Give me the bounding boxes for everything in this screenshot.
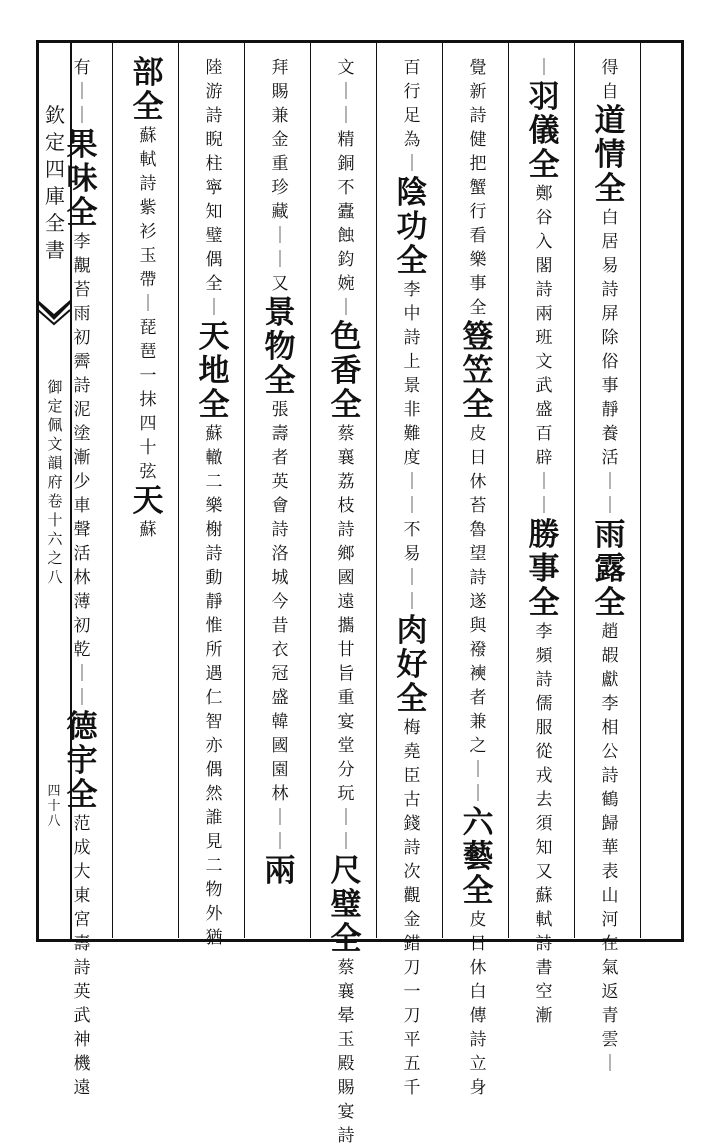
citation-text: 梅堯臣古錢詩次觀金錯刀一刀平五千 — [403, 718, 421, 1098]
citation-text: 蘇轍二樂榭詩動靜惟所遇仁智亦偶然誰見二物外猶 — [205, 424, 223, 948]
column-rule — [574, 42, 575, 938]
citation-text: 李覯苔雨初霽詩泥塗漸少車聲活林薄初乾 — [73, 232, 91, 660]
citation-text: 李中詩上景非難度 — [403, 280, 421, 468]
headword: 肉好全 — [396, 613, 428, 717]
headword: 景物全 — [264, 295, 296, 399]
repeat-mark: ｜｜ — [271, 808, 289, 852]
text-column — [63, 56, 103, 1098]
citation-text: 蔡襄荔枝詩鄉國遠攜甘旨重宴堂分玩 — [337, 424, 355, 804]
column-rule — [442, 42, 443, 938]
headword: 色香全 — [330, 319, 362, 423]
column-rule — [310, 42, 311, 938]
headword: 六藝全 — [462, 805, 494, 909]
headword: 果味全 — [66, 127, 98, 231]
repeat-mark: ｜ — [139, 294, 157, 314]
citation-text: 得自 — [601, 58, 619, 102]
column-rule — [508, 42, 509, 938]
headword: 天地全 — [198, 319, 230, 423]
citation-text: 蔡襄晕玉殿賜宴詩 — [337, 958, 355, 1146]
folio-number: 四十八 — [47, 784, 61, 829]
column-rule — [112, 42, 113, 938]
text-column — [393, 56, 433, 1098]
repeat-mark: ｜ — [535, 58, 553, 78]
text-column — [327, 56, 367, 1146]
citation-text: 鄭谷入閣詩兩班文武盛百辟 — [535, 184, 553, 468]
text-column — [195, 56, 235, 948]
book-title: 欽定四庫全書 — [45, 103, 65, 262]
citation-text: 不易 — [403, 520, 421, 564]
citation-text: 蘇軾詩紫衫玉帶 — [139, 126, 157, 290]
repeat-mark: ｜ — [601, 1054, 619, 1074]
repeat-mark: ｜｜ — [73, 82, 91, 126]
text-column — [525, 56, 565, 1026]
headword: 羽儀全 — [528, 79, 560, 183]
text-column — [459, 56, 499, 1098]
headword: 德宇全 — [66, 709, 98, 813]
citation-text: 百行足為 — [403, 58, 421, 150]
repeat-mark: ｜｜ — [337, 808, 355, 852]
citation-text: 文 — [337, 58, 355, 78]
citation-text: 皮日休苔魯望詩遂與襏襫者兼之 — [469, 424, 487, 756]
text-column — [591, 56, 631, 1074]
column-rule — [178, 42, 179, 938]
headword: 陰功全 — [396, 175, 428, 279]
citation-text: 有 — [73, 58, 91, 78]
headword: 兩 — [264, 853, 296, 889]
headword: 勝事全 — [528, 517, 560, 621]
repeat-mark: ｜｜ — [403, 568, 421, 612]
headword: 簦笠全 — [462, 319, 494, 423]
citation-text: 拜賜兼金重珍藏 — [271, 58, 289, 222]
headword: 道情全 — [594, 103, 626, 207]
repeat-mark: ｜ — [337, 298, 355, 318]
repeat-mark: ｜｜ — [403, 472, 421, 516]
citation-text: 白居易詩屏除俗事靜養活 — [601, 208, 619, 468]
citation-text: 李頻詩儒服從戎去須知 — [535, 622, 553, 858]
headword: 尺璧全 — [330, 853, 362, 957]
citation-text: 又 — [271, 274, 289, 294]
citation-text: 皮日休白傳詩立身 — [469, 910, 487, 1098]
citation-text: 蘇 — [139, 520, 157, 540]
citation-text: 覺新詩健把蟹行看樂事全 — [469, 58, 487, 318]
repeat-mark: ｜｜ — [469, 760, 487, 804]
text-column — [261, 56, 301, 936]
repeat-mark: ｜｜ — [73, 664, 91, 708]
citation-text: 陸游詩睨柱寧知璧偶全 — [205, 58, 223, 294]
repeat-mark: ｜｜ — [535, 472, 553, 516]
repeat-mark: ｜ — [403, 154, 421, 174]
volume-label: 御定佩文韻府卷十六之八 — [47, 378, 63, 586]
column-rule — [244, 42, 245, 938]
repeat-mark: ｜｜ — [337, 82, 355, 126]
citation-text: 又蘇軾詩書空漸 — [535, 862, 553, 1026]
repeat-mark: ｜ — [205, 298, 223, 318]
citation-text: 精銅不蠹蝕鈞婉 — [337, 130, 355, 294]
headword: 雨露全 — [594, 517, 626, 621]
headword: 部全 — [132, 55, 164, 125]
citation-text: 范成大東宮壽詩英武神機遠 — [73, 814, 91, 1098]
citation-text: 琵琶一抹四十弦 — [139, 318, 157, 482]
column-rule — [376, 42, 377, 938]
repeat-mark: ｜｜ — [271, 226, 289, 270]
citation-text: 張壽者英會詩洛城今昔衣冠盛韓國園林 — [271, 400, 289, 804]
headword: 天 — [132, 483, 164, 519]
citation-text: 趙嘏獻李相公詩鶴歸華表山河在氣返青雲 — [601, 622, 619, 1050]
column-rule — [640, 42, 641, 938]
repeat-mark: ｜｜ — [601, 472, 619, 516]
text-column — [129, 56, 169, 936]
